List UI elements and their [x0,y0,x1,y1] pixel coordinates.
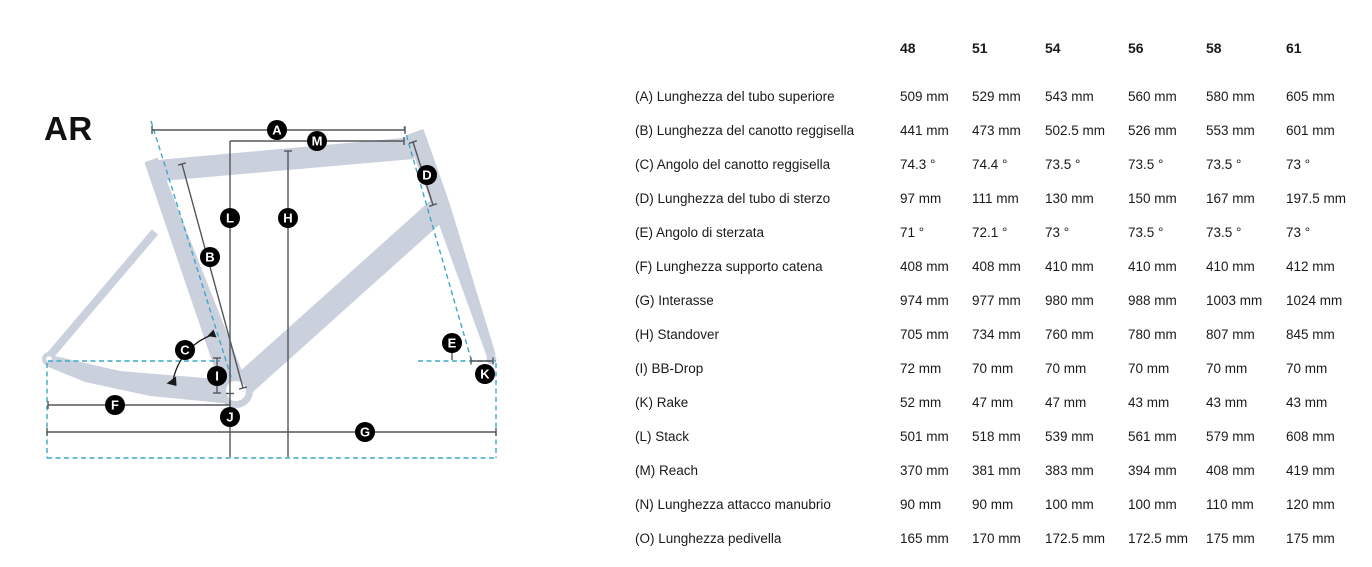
spec-value: 410 mm [1045,258,1094,274]
spec-value: 419 mm [1286,462,1335,478]
spec-value: 120 mm [1286,496,1335,512]
spec-value: 988 mm [1128,292,1177,308]
spec-value: 780 mm [1128,326,1177,342]
frame-geometry-diagram [0,0,560,567]
spec-value: 175 mm [1286,530,1335,546]
spec-value: 72.1 ° [972,224,1008,240]
spec-value: 760 mm [1045,326,1094,342]
spec-label: (D) Lunghezza del tubo di sterzo [635,190,831,206]
spec-value: 74.3 ° [900,156,936,172]
spec-value: 70 mm [1045,360,1087,376]
spec-value: 43 mm [1206,394,1248,410]
spec-value: 734 mm [972,326,1021,342]
spec-label: (L) Stack [635,428,690,444]
size-header-spacer [635,31,900,65]
spec-value: 412 mm [1286,258,1335,274]
spec-value: 980 mm [1045,292,1094,308]
spec-label: (E) Angolo di sterzata [635,224,765,240]
spec-label: (F) Lunghezza supporto catena [635,258,823,274]
spec-value: 807 mm [1206,326,1255,342]
marker-d [417,165,437,185]
spec-value: 408 mm [972,258,1021,274]
marker-a [267,120,287,140]
spec-value: 605 mm [1286,88,1335,104]
top-tube [146,137,414,181]
marker-b [200,247,220,267]
spec-value: 539 mm [1045,428,1094,444]
spec-value: 100 mm [1128,496,1177,512]
spec-value: 441 mm [900,122,949,138]
spec-value: 90 mm [972,496,1014,512]
spec-value: 408 mm [1206,462,1255,478]
spec-value: 172.5 mm [1045,530,1106,546]
spec-value: 172.5 mm [1128,530,1189,546]
spec-value: 529 mm [972,88,1021,104]
spec-value: 165 mm [900,530,949,546]
spec-label: (K) Rake [635,394,689,410]
spec-value: 197.5 mm [1286,190,1347,206]
spec-value: 97 mm [900,190,942,206]
spec-value: 381 mm [972,462,1021,478]
spec-value: 394 mm [1128,462,1177,478]
marker-f [105,395,125,415]
spec-value: 43 mm [1286,394,1328,410]
spec-value: 170 mm [972,530,1021,546]
spec-value: 1024 mm [1286,292,1343,308]
page-title: AR [44,110,93,147]
front-dropout [487,355,497,365]
spec-value: 580 mm [1206,88,1255,104]
spec-value: 526 mm [1128,122,1177,138]
spec-label: (H) Standover [635,326,720,342]
marker-h [278,208,298,228]
seat-tube [144,158,248,396]
down-tube [228,199,448,400]
marker-e [442,333,462,353]
size-column-header: 48 [900,40,916,56]
spec-label: (B) Lunghezza del canotto reggisella [635,122,855,138]
svg-text:F: F [111,397,119,413]
spec-value: 73.5 ° [1206,156,1242,172]
svg-text:B: B [205,249,215,265]
size-column-header: 58 [1206,40,1222,56]
spec-value: 70 mm [1286,360,1328,376]
spec-value: 74.4 ° [972,156,1008,172]
spec-value: 110 mm [1206,496,1254,512]
spec-value: 601 mm [1286,122,1335,138]
spec-value: 561 mm [1128,428,1177,444]
spec-value: 553 mm [1206,122,1255,138]
size-header-row [635,31,1372,65]
spec-value: 111 mm [972,190,1019,206]
svg-text:C: C [180,342,190,358]
spec-value: 70 mm [972,360,1014,376]
spec-value: 100 mm [1045,496,1094,512]
spec-label: (A) Lunghezza del tubo superiore [635,88,835,104]
seat-stay [45,229,158,360]
spec-label: (N) Lunghezza attacco manubrio [635,496,831,512]
spec-value: 705 mm [900,326,949,342]
size-column-header: 54 [1045,40,1061,56]
geometry-table [635,31,1372,555]
spec-value: 90 mm [900,496,942,512]
spec-label: (I) BB-Drop [635,360,704,376]
spec-value: 383 mm [1045,462,1094,478]
marker-k [475,364,495,384]
spec-value: 167 mm [1206,190,1255,206]
bottom-bracket-hole [226,381,246,401]
spec-value: 73 ° [1286,224,1311,240]
spec-value: 410 mm [1128,258,1177,274]
spec-value: 501 mm [900,428,949,444]
spec-value: 370 mm [900,462,949,478]
svg-text:J: J [226,409,234,425]
spec-value: 71 ° [900,224,925,240]
marker-c [175,340,195,360]
spec-value: 543 mm [1045,88,1094,104]
spec-label: (M) Reach [635,462,699,478]
spec-value: 73.5 ° [1045,156,1081,172]
spec-value: 502.5 mm [1045,122,1106,138]
svg-text:A: A [272,122,282,138]
svg-text:M: M [311,133,323,149]
spec-value: 1003 mm [1206,292,1263,308]
spec-value: 974 mm [900,292,949,308]
spec-value: 175 mm [1206,530,1255,546]
spec-label: (C) Angolo del canotto reggisella [635,156,831,172]
spec-label: (O) Lunghezza pedivella [635,530,782,546]
size-column-header: 56 [1128,40,1144,56]
marker-l [220,208,240,228]
spec-value: 130 mm [1045,190,1094,206]
svg-text:K: K [480,366,490,382]
spec-value: 52 mm [900,394,942,410]
spec-value: 150 mm [1128,190,1177,206]
spec-value: 518 mm [972,428,1021,444]
spec-value: 408 mm [900,258,949,274]
marker-i [207,366,227,386]
spec-value: 845 mm [1286,326,1335,342]
svg-text:G: G [359,424,371,440]
marker-j [220,407,240,427]
svg-text:E: E [447,335,457,351]
spec-value: 608 mm [1286,428,1335,444]
svg-text:L: L [226,210,234,226]
svg-text:H: H [283,210,293,226]
spec-value: 47 mm [972,394,1014,410]
size-column-header: 51 [972,40,988,56]
spec-value: 509 mm [900,88,949,104]
spec-value: 73.5 ° [1128,224,1164,240]
spec-value: 70 mm [1206,360,1248,376]
marker-m [307,131,327,151]
spec-value: 43 mm [1128,394,1170,410]
spec-value: 73 ° [1045,224,1070,240]
spec-value: 473 mm [972,122,1021,138]
spec-value: 73.5 ° [1206,224,1242,240]
spec-value: 579 mm [1206,428,1255,444]
spec-value: 410 mm [1206,258,1255,274]
spec-value: 47 mm [1045,394,1087,410]
spec-value: 73 ° [1286,156,1311,172]
geometry-table-body [635,79,1372,555]
spec-value: 977 mm [972,292,1021,308]
spec-value: 560 mm [1128,88,1177,104]
spec-value: 72 mm [900,360,942,376]
size-column-header: 61 [1286,40,1302,56]
marker-g [355,422,375,442]
svg-text:I: I [215,368,219,384]
svg-text:D: D [422,167,432,183]
spec-value: 70 mm [1128,360,1170,376]
spec-label: (G) Interasse [635,292,714,308]
spec-value: 73.5 ° [1128,156,1164,172]
